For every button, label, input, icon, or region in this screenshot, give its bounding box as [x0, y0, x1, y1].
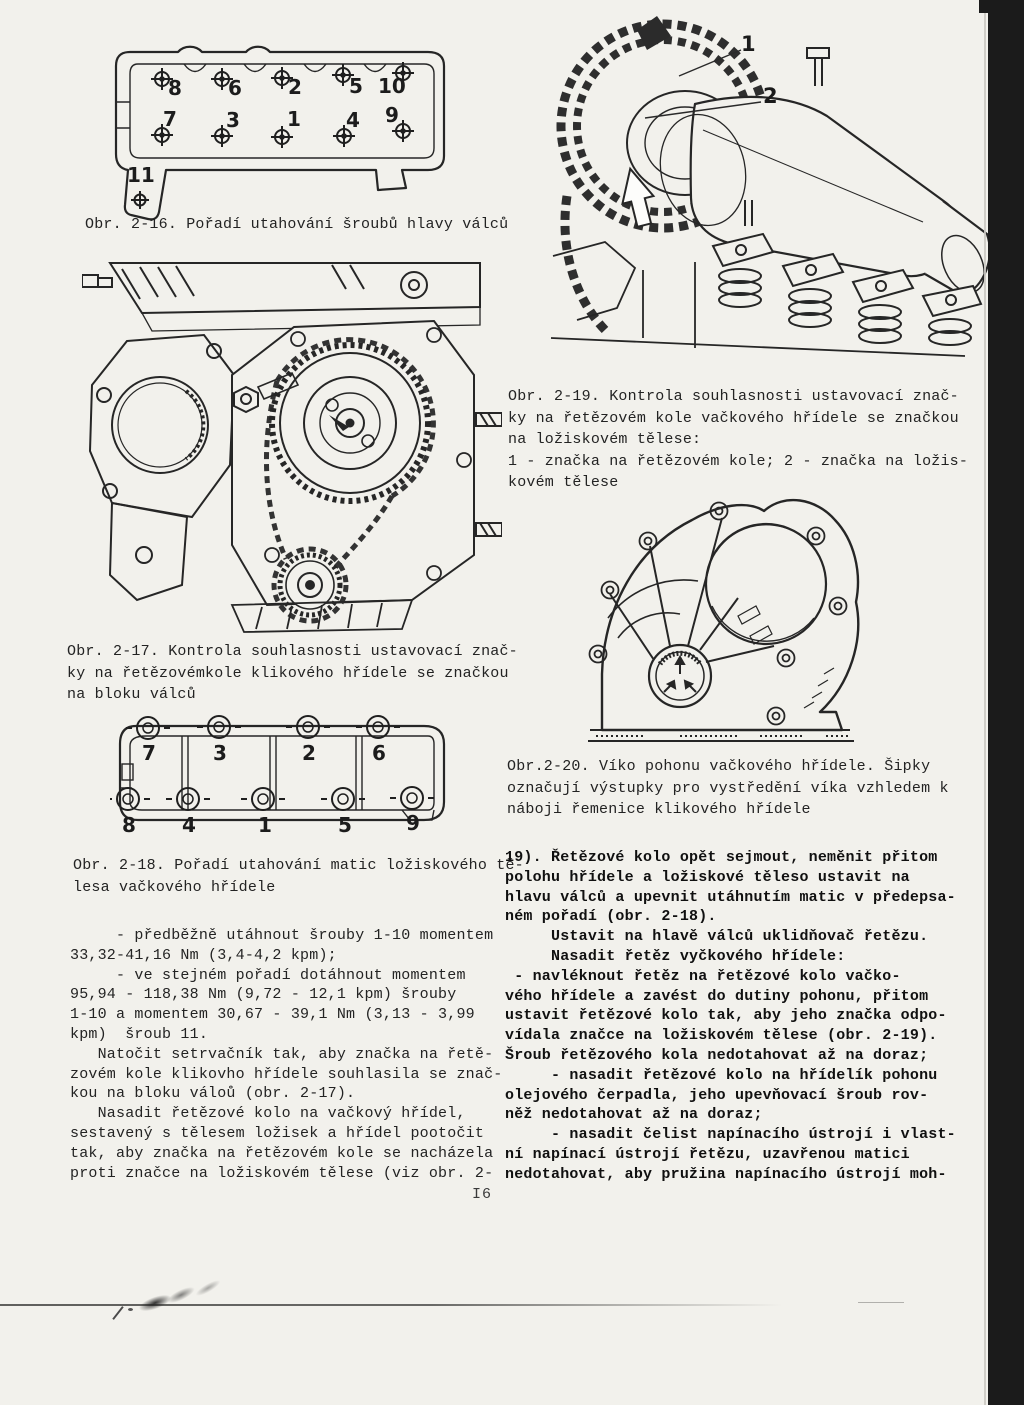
page-edge-line	[984, 0, 986, 1405]
text-line: Ustavit na hlavě válců uklidňovač řetězu.	[505, 928, 929, 946]
camshaft-chain-drawing	[495, 8, 995, 360]
water-pump	[90, 335, 234, 517]
text-line: hlavu válců a upevnit utáhnutím matic v předepsa-	[505, 888, 956, 906]
text-line: - nasadit řetězové kolo na hřídelík pohonu	[505, 1066, 938, 1084]
ink-smudge	[194, 1278, 222, 1299]
text-line: vého hřídele a zavést do dutiny pohonu, přitom	[505, 987, 929, 1005]
bolt-number: 6	[372, 741, 386, 765]
text-line: ky na řetězovémkole klikového hřídele se značkou	[67, 664, 509, 682]
text-line: ní napínací ústrojí řetězu, uzavřenou matici	[505, 1145, 910, 1163]
text-line: 95,94 - 118,38 Nm (9,72 - 12,1 kpm) šrouby	[70, 986, 457, 1004]
figure-2-20-illustration	[588, 478, 1008, 750]
text-line: Obr. 2-17. Kontrola souhlasnosti ustavovací znač-	[67, 643, 518, 660]
pen-mark	[112, 1306, 123, 1320]
text-line: vídala značce na ložiskovém tělese (obr. 2-19).	[505, 1027, 938, 1045]
bolt-number: 5	[338, 813, 352, 837]
text-line: lesa vačkového hřídele	[73, 878, 276, 896]
bolt-number: 7	[163, 107, 177, 131]
text-line: - ve stejném pořadí dotáhnout momentem	[70, 966, 466, 984]
text-line: kou na bloku váloů (obr. 2-17).	[70, 1085, 356, 1103]
right-text-column	[505, 848, 990, 1185]
figure-2-18-diagram	[110, 712, 455, 857]
text-line: tak, aby značka na řetězovém kole se nacházela	[70, 1144, 494, 1162]
text-line: sestavený s tělesem ložisek a hřídel pootočit	[70, 1124, 485, 1142]
bearing-housing-outline-drawing	[110, 712, 455, 857]
bolt-number: 8	[122, 813, 136, 837]
callout-1: 1	[741, 32, 756, 56]
hub-opening	[649, 645, 711, 707]
text-line: proti značce na ložiskovém tělese (viz obr. 2-	[70, 1164, 494, 1182]
bearing-bore	[706, 524, 826, 644]
text-line: - předběžně utáhnout šrouby 1-10 momentem	[70, 927, 494, 944]
text-line: něž nedotahovat až na doraz;	[505, 1106, 763, 1124]
text-line: kovém tělese	[508, 474, 619, 491]
figure-2-20-caption	[507, 756, 949, 821]
text-line: 19). Řetězové kolo opět sejmout, neměnit přitom	[505, 849, 938, 866]
figure-2-17-caption	[67, 641, 518, 706]
text-line: nedotahovat, aby pružina napínacího ústrojí moh-	[505, 1165, 947, 1183]
text-line: - navléknout řetěz na řetězové kolo vačko-	[505, 967, 901, 985]
bolt-number: 9	[385, 103, 399, 127]
figure-2-18-caption	[73, 855, 524, 898]
text-line: 33,32-41,16 Nm (3,4-4,2 kpm);	[70, 946, 337, 964]
text-line: Obr.2-20. Víko pohonu vačkového hřídele. Šipky	[507, 758, 931, 775]
bolt-number: 1	[287, 107, 301, 131]
bolt-number: 1	[258, 813, 272, 837]
bolt-number: 2	[302, 741, 316, 765]
ribs	[608, 518, 774, 662]
caption-text: Obr. 2-16. Pořadí utahování šroubů hlavy válců	[85, 216, 509, 233]
bolt-number: 3	[213, 741, 227, 765]
figure-2-17-illustration	[82, 255, 502, 640]
text-line: náboji řemenice klikového hřídele	[507, 801, 811, 818]
text-line: 1-10 a momentem 30,67 - 39,1 Nm (3,13 - 3,99	[70, 1006, 475, 1024]
text-line: Nasadit řetěz vyčkového hřídele:	[505, 947, 846, 965]
scan-edge-step	[979, 0, 988, 13]
bolt-number: 5	[349, 74, 363, 98]
figure-2-16-caption	[85, 214, 508, 236]
figure-2-19-illustration	[495, 8, 995, 360]
bolt-number: 7	[142, 741, 156, 765]
text-line: Nasadit řetězové kolo na vačkový hřídel,	[70, 1105, 466, 1123]
bolt-number: 10	[378, 74, 406, 98]
scan-edge-band	[988, 0, 1024, 1405]
left-text-column	[70, 926, 510, 1183]
ink-dot	[128, 1308, 133, 1311]
text-line: ném pořadí (obr. 2-18).	[505, 908, 717, 926]
bolt-number: 6	[228, 76, 242, 100]
callout-2: 2	[763, 84, 778, 108]
bolt-number: 4	[182, 813, 196, 837]
text-line: ustavit řetězové kolo tak, aby jeho značka odpo-	[505, 1007, 947, 1025]
bolt-number: 11	[127, 163, 155, 187]
text-line: na bloku válců	[67, 686, 196, 703]
bolt-number: 3	[226, 108, 240, 132]
text-line: 1 - značka na řetězovém kole; 2 - značka na ložis-	[508, 452, 969, 470]
bolt-number: 4	[346, 108, 360, 132]
text-line: ky na řetězovém kole vačkového hřídele se značkou	[508, 409, 959, 427]
text-line: - nasadit čelist napínacího ústrojí i vlast-	[505, 1126, 956, 1144]
side-studs	[476, 413, 502, 536]
text-line: Natočit setrvačník tak, aby značka na řetě-	[70, 1045, 494, 1063]
text-line: polohu hřídele a ložiskové těleso ustavit na	[505, 868, 910, 886]
bolt-number: 8	[168, 76, 182, 100]
page-number: I6	[472, 1186, 493, 1203]
text-line: Obr. 2-18. Pořadí utahování matic ložiskového tě-	[73, 857, 524, 874]
scan-fold-line	[0, 1304, 782, 1306]
bolt-number: 2	[288, 75, 302, 99]
text-line: Šroub řetězového kola nedotahovat až na doraz;	[505, 1046, 929, 1064]
ink-smudge	[165, 1284, 196, 1306]
head-gasket-outline-drawing	[100, 42, 460, 242]
lower-bracket	[110, 503, 187, 600]
figure-2-16-diagram	[100, 42, 460, 242]
text-line: Obr. 2-19. Kontrola souhlasnosti ustavovací znač-	[508, 388, 959, 405]
timing-cover-drawing	[588, 478, 1008, 750]
engine-front-drawing	[82, 255, 502, 640]
text-line: na ložiskovém tělese:	[508, 431, 702, 448]
text-line: kpm) šroub 11.	[70, 1025, 209, 1043]
text-line: zovém kole klikovho hřídele souhlasila se znač-	[70, 1065, 503, 1083]
text-line: olejového čerpadla, jeho upevňovací šroub rov-	[505, 1086, 929, 1104]
scan-fold-line-fragment	[858, 1302, 904, 1303]
text-line: označují výstupky pro vystředění víka vzhledem k	[507, 779, 949, 797]
bolt-number: 9	[406, 811, 420, 835]
ink-smudge	[137, 1292, 173, 1315]
